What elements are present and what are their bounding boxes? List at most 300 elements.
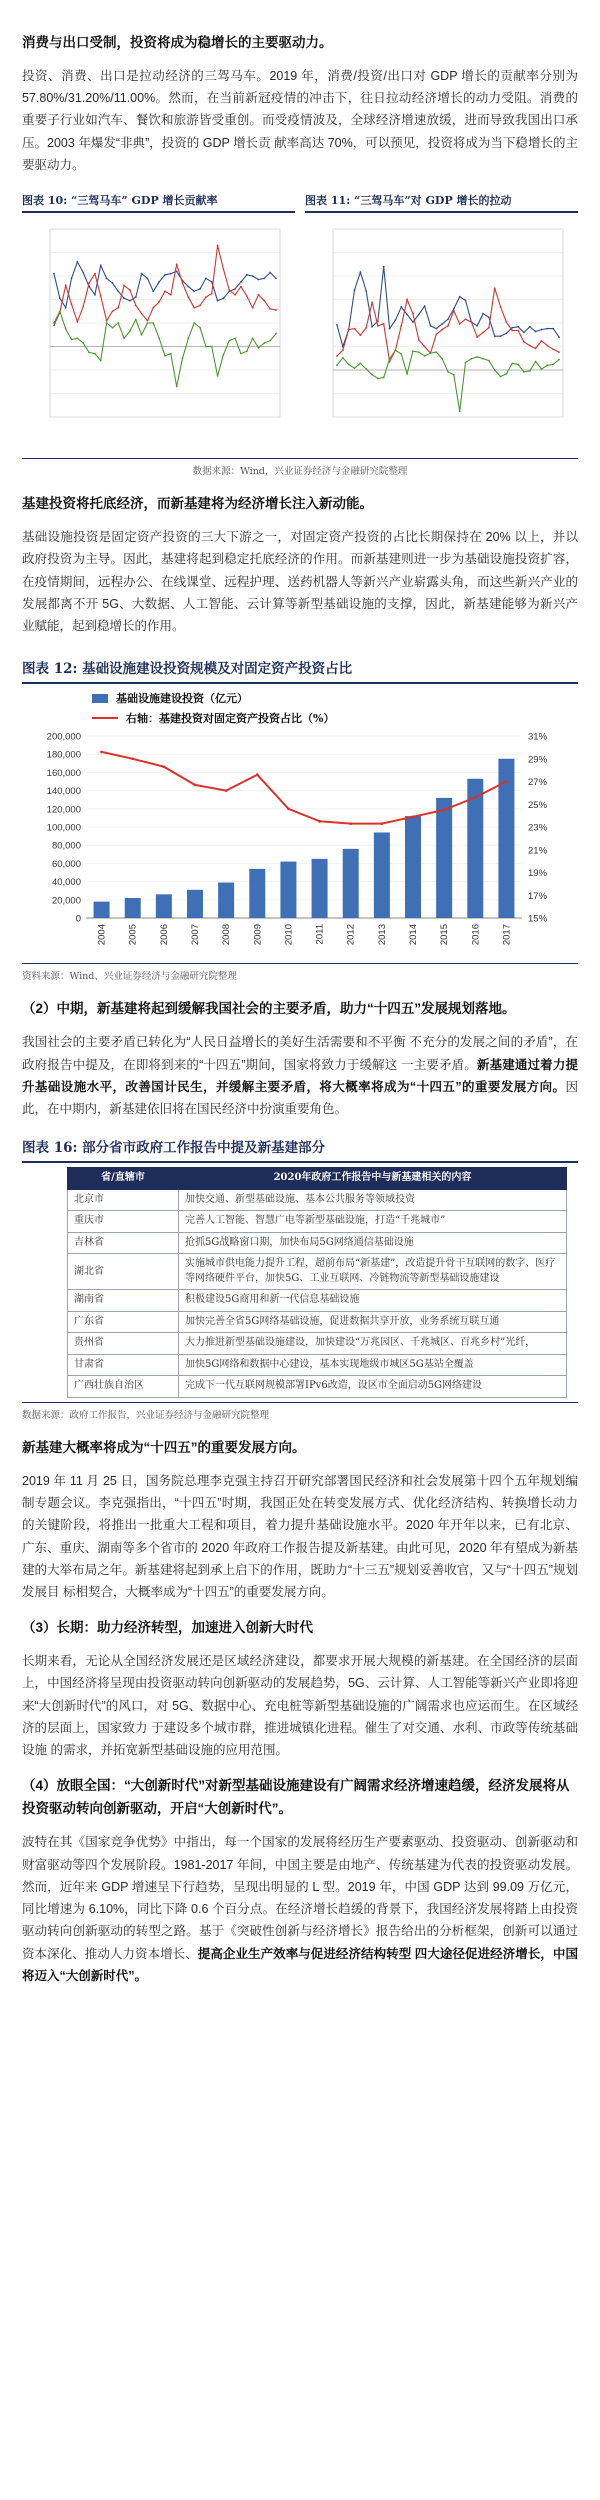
data-point: [53, 273, 55, 275]
data-point: [76, 321, 78, 323]
data-point: [135, 305, 137, 307]
data-point: [459, 411, 461, 413]
data-point: [482, 358, 484, 360]
data-point: [152, 322, 154, 324]
data-point: [205, 296, 207, 298]
data-point: [176, 264, 178, 266]
data-point: [100, 295, 102, 297]
data-point: [523, 332, 525, 334]
y-tick-label: 140,000: [46, 786, 81, 798]
data-point: [453, 308, 455, 310]
data-point: [129, 289, 131, 291]
ratio-point: [131, 758, 134, 761]
data-point: [240, 286, 242, 288]
data-point: [94, 294, 96, 296]
data-point: [511, 363, 513, 365]
x-tick-label: 2008: [221, 924, 233, 946]
data-point: [158, 281, 160, 283]
y-tick-label: 100,000: [46, 822, 81, 834]
data-point: [342, 350, 344, 352]
data-point: [158, 338, 160, 340]
x-tick-label: 2004: [96, 924, 108, 946]
data-point: [523, 341, 525, 343]
data-point: [447, 325, 449, 327]
section-heading: （4）放眼全国：“大创新时代”对新型基础设施建设有广阔需求经济增速趋缓，经济发展将从投资驱动转向创新驱动，开启“大创新时代”。: [22, 1778, 570, 1817]
province-cell: 湖南省: [68, 1290, 179, 1312]
data-point: [123, 285, 125, 287]
x-tick-label: 2011: [314, 924, 326, 945]
data-point: [223, 268, 225, 270]
data-point: [435, 328, 437, 330]
data-point: [482, 332, 484, 334]
data-point: [500, 306, 502, 308]
data-point: [535, 348, 537, 350]
legend-label: 右轴：基建投资对固定资产投资占比（%）: [126, 712, 335, 726]
data-point: [488, 317, 490, 319]
table-row: [68, 1376, 567, 1398]
figure-source: 数据来源：政府工作报告，兴业证券经济与金融研究院整理: [22, 1402, 578, 1421]
data-point: [71, 278, 73, 280]
paragraph: [22, 1031, 578, 1120]
ratio-point: [412, 816, 415, 819]
data-point: [418, 351, 420, 353]
data-point: [263, 300, 265, 302]
section-heading: （3）长期：助力经济转型，加速进入创新大时代: [22, 1620, 314, 1636]
x-tick-label: 2016: [470, 924, 482, 946]
data-point: [141, 273, 143, 275]
table-header-cell: 省/直辖市: [68, 1168, 179, 1190]
data-point: [59, 311, 61, 313]
data-point: [258, 279, 260, 281]
data-point: [205, 346, 207, 348]
data-point: [252, 338, 254, 340]
data-point: [424, 305, 426, 307]
data-point: [129, 331, 131, 333]
figure-caption: 图表 11: “三驾马车”对 GDP 增长的拉动: [305, 190, 578, 213]
line-chart-10: [22, 217, 292, 447]
content-cell: 积极建设5G商用和新一代信息基础设施: [179, 1290, 567, 1312]
legend-item-bar: [92, 690, 578, 706]
bar: [312, 859, 328, 918]
data-point: [447, 319, 449, 321]
data-point: [430, 352, 432, 354]
data-point: [506, 333, 508, 335]
y2-tick-label: 29%: [528, 754, 548, 766]
province-cell: 重庆市: [68, 1211, 179, 1233]
data-point: [371, 302, 373, 304]
data-point: [65, 285, 67, 287]
data-point: [430, 325, 432, 327]
data-point: [117, 307, 119, 309]
data-point: [506, 321, 508, 323]
y2-tick-label: 15%: [528, 913, 548, 925]
data-point: [240, 281, 242, 283]
data-point: [348, 329, 350, 331]
data-point: [441, 358, 443, 360]
data-point: [258, 347, 260, 349]
figure-row-10-11: [22, 190, 578, 452]
data-point: [217, 300, 219, 302]
data-point: [506, 373, 508, 375]
data-point: [275, 278, 277, 280]
table-row: [68, 1254, 567, 1290]
data-point: [269, 308, 271, 310]
data-point: [459, 296, 461, 298]
legend-line-swatch: [92, 717, 118, 719]
data-point: [400, 306, 402, 308]
ratio-point: [100, 751, 103, 754]
data-point: [211, 281, 213, 283]
paragraph: [22, 1831, 578, 1987]
body-text: 2019 年 11 月 25 日，国务院总理李克强主持召开研究部署国民经济和社会发展第十四个五年规划编制专题会议。李克强指出，“十四五”时期，我国正处在转变发展方式、优化经济结构、转换增长动力的关键阶段，将推出一批重大工程和项目，着力提升基础设施水平。2020 年开年以来，已有北京、广东、重庆、湖南等多个省市的 2020 年政府工作报告提及新基建。由此可见，2020 年有望成为新基建的大举布局之年。新基建将起到承上启下的作用，既助力“十三五”规划妥善收官，又与“十四五”规划发展目 标相契合，大概率成为“十四五”的重要发展方向。: [22, 1473, 578, 1599]
data-point: [558, 359, 560, 361]
bar: [125, 898, 141, 918]
data-point: [135, 296, 137, 298]
bar: [249, 869, 265, 918]
data-point: [234, 338, 236, 340]
data-point: [424, 346, 426, 348]
bar: [280, 862, 296, 918]
data-point: [546, 365, 548, 367]
table-row: [68, 1354, 567, 1376]
table-row: [68, 1211, 567, 1233]
body-text: 因此，在中期内，新基建依旧将在国民经济中扮演重要角色。: [22, 1079, 578, 1117]
bold-text: 提高企业生产效率与促进经济结构转型 四大途径促进经济增长，中国将迈入“大创新时代”。: [22, 1946, 578, 1983]
data-point: [418, 339, 420, 341]
province-cell: 甘肃省: [68, 1354, 179, 1376]
data-point: [465, 319, 467, 321]
data-point: [535, 331, 537, 333]
legend-label: 基础设施建设投资（亿元）: [116, 692, 248, 706]
data-point: [53, 325, 55, 327]
content-cell: 完善人工智能、智慧广电等新型基础设施，打造“千兆城市”: [179, 1211, 567, 1233]
data-point: [348, 364, 350, 366]
data-point: [412, 313, 414, 315]
data-point: [82, 272, 84, 274]
table-row: [68, 1290, 567, 1312]
data-point: [147, 322, 149, 324]
data-point: [371, 374, 373, 376]
data-point: [152, 291, 154, 293]
data-point: [482, 313, 484, 315]
data-point: [182, 358, 184, 360]
data-point: [383, 266, 385, 268]
data-point: [82, 306, 84, 308]
province-cell: 北京市: [68, 1189, 179, 1211]
data-point: [234, 294, 236, 296]
data-point: [488, 327, 490, 329]
data-point: [88, 282, 90, 284]
data-point: [494, 335, 496, 337]
data-point: [447, 371, 449, 373]
data-point: [164, 291, 166, 293]
x-tick-label: 2009: [252, 924, 264, 946]
data-point: [106, 320, 108, 322]
data-point: [517, 326, 519, 328]
x-tick-label: 2012: [345, 924, 357, 946]
data-point: [400, 325, 402, 327]
data-point: [558, 351, 560, 353]
ratio-point: [505, 780, 508, 783]
y2-tick-label: 23%: [528, 822, 548, 834]
bar: [343, 849, 359, 918]
data-point: [246, 274, 248, 276]
data-point: [389, 358, 391, 360]
data-point: [541, 340, 543, 342]
data-point: [240, 353, 242, 355]
data-point: [441, 323, 443, 325]
data-point: [406, 299, 408, 301]
x-tick-label: 2005: [127, 924, 139, 946]
paragraph: [22, 65, 578, 176]
data-point: [377, 378, 379, 380]
data-point: [552, 349, 554, 351]
content-cell: 抢抓5G战略窗口期，加快布局5G网络通信基础设施: [179, 1232, 567, 1254]
data-point: [476, 325, 478, 327]
data-point: [53, 322, 55, 324]
section-heading: 消费与出口受制，投资将成为稳增长的主要驱动力。: [22, 35, 333, 50]
y2-tick-label: 17%: [528, 891, 548, 903]
data-point: [112, 311, 114, 313]
data-point: [465, 362, 467, 364]
data-point: [435, 334, 437, 336]
data-point: [106, 322, 108, 324]
data-point: [217, 245, 219, 247]
x-tick-label: 2006: [158, 924, 170, 946]
data-point: [106, 278, 108, 280]
province-table: [67, 1167, 567, 1398]
data-point: [141, 313, 143, 315]
data-point: [135, 319, 137, 321]
table-row: [68, 1333, 567, 1355]
data-point: [406, 314, 408, 316]
figure-source: 数据来源：Wind，兴业证券经济与金融研究院整理: [22, 458, 578, 477]
ratio-point: [162, 766, 165, 769]
y-tick-label: 200,000: [46, 731, 81, 743]
data-point: [94, 273, 96, 275]
data-point: [365, 368, 367, 370]
data-point: [76, 338, 78, 340]
data-point: [59, 298, 61, 300]
legend-item-line: [92, 710, 578, 726]
data-point: [152, 307, 154, 309]
body-text: 波特在其《国家竞争优势》中指出，每一个国家的发展将经历生产要素驱动、投资驱动、创新驱动和财富驱动等四个发展阶段。1981-2017 年间，中国主要是由地产、传统基建为代表的投资驱动发展。然而，近年来 GDP 增速呈下行趋势，呈现出明显的 L 型。2019 年，中国 GDP 达到 99.09 万亿元，同比增速为 6.10%，同比下降 0.6 个百分点。在经济增长趋缓的背景下，我国经济发展将踏上由投资驱动转向创新驱动的转型之路。基于《突破性创新与经济增长》报告给出的分析框架，创新可以通过资本深化、推动人力资本增长、: [22, 1835, 578, 1961]
content-cell: 大力推进新型基础设施建设，加快建设“万兆园区、千兆城区、百兆乡村”光纤，: [179, 1333, 567, 1355]
data-point: [459, 323, 461, 325]
content-cell: 加快5G网络和数据中心建设，基本实现地级市城区5G基站全覆盖: [179, 1354, 567, 1376]
x-tick-label: 2015: [439, 924, 451, 946]
data-point: [546, 328, 548, 330]
data-point: [275, 309, 277, 311]
data-point: [100, 265, 102, 267]
y-tick-label: 20,000: [51, 895, 81, 907]
data-point: [441, 329, 443, 331]
data-point: [228, 289, 230, 291]
data-point: [336, 365, 338, 367]
y-tick-label: 60,000: [51, 859, 81, 871]
body-text: 长期来看，无论从全国经济发展还是区域经济建设，都要求开展大规模的新基建。在全国经济的层面上，中国经济将呈现由投资驱动转向创新驱动的发展趋势，5G、云计算、人工智能等新兴产业即将迎来“大创新时代”的风口，对 5G、数据中心、充电桩等新型基础设施的广阔需求也应运而生。在区域经济的层面上，国家致力 于建设多个城市群，推进城镇化进程。催生了对交通、水利、市政等传统基础设施 的需求，并拓宽新型基础设施的应用范围。: [22, 1654, 578, 1758]
data-point: [187, 286, 189, 288]
ratio-point: [287, 808, 290, 811]
data-point: [164, 274, 166, 276]
table-row: [68, 1232, 567, 1254]
ratio-point: [443, 809, 446, 812]
data-point: [223, 354, 225, 356]
y-tick-label: 40,000: [51, 877, 81, 889]
data-point: [76, 261, 78, 263]
x-tick-label: 2010: [283, 924, 295, 946]
data-point: [205, 278, 207, 280]
data-point: [470, 321, 472, 323]
data-point: [500, 335, 502, 337]
section-heading: 基建投资将托底经济，而新基建将为经济增长注入新动能。: [22, 496, 373, 512]
data-point: [535, 361, 537, 363]
data-point: [465, 300, 467, 302]
data-point: [65, 307, 67, 309]
y-tick-label: 180,000: [46, 750, 81, 762]
data-point: [234, 288, 236, 290]
data-point: [275, 333, 277, 335]
y-tick-label: 80,000: [51, 841, 81, 853]
data-point: [211, 293, 213, 295]
paragraph: [22, 1650, 578, 1761]
data-point: [246, 350, 248, 352]
ratio-point: [318, 820, 321, 823]
data-point: [517, 364, 519, 366]
data-point: [123, 298, 125, 300]
data-point: [170, 353, 172, 355]
paragraph: [22, 1470, 578, 1604]
y2-tick-label: 19%: [528, 868, 548, 880]
data-point: [476, 356, 478, 358]
bar: [374, 833, 390, 919]
table-row: [68, 1311, 567, 1333]
data-point: [546, 345, 548, 347]
data-point: [223, 298, 225, 300]
y-tick-label: 120,000: [46, 804, 81, 816]
table-header-cell: 2020年政府工作报告中与新基建相关的内容: [179, 1168, 567, 1190]
data-point: [395, 319, 397, 321]
section-heading: （2）中期，新基建将起到缓解我国社会的主要矛盾，助力“十四五”发展规划落地。: [22, 1001, 516, 1017]
content-cell: 加快完善全省5G网络基础设施，促进数据共享开放，业务系统互联互通: [179, 1311, 567, 1333]
data-point: [170, 294, 172, 296]
figure-10: [22, 190, 295, 452]
data-point: [94, 353, 96, 355]
data-point: [176, 271, 178, 273]
figure-caption: 图表 10: “三驾马车” GDP 增长贡献率: [22, 190, 295, 213]
data-point: [494, 369, 496, 371]
data-point: [365, 327, 367, 329]
data-point: [211, 346, 213, 348]
province-cell: 湖北省: [68, 1254, 179, 1290]
data-point: [129, 300, 131, 302]
data-point: [187, 338, 189, 340]
data-point: [354, 328, 356, 330]
table-header-row: [68, 1168, 567, 1190]
y2-tick-label: 31%: [528, 731, 548, 743]
figure-caption: 图表 16: 部分省市政府工作报告中提及新基建部分: [22, 1134, 578, 1163]
data-point: [395, 350, 397, 352]
data-point: [383, 377, 385, 379]
y2-tick-label: 25%: [528, 800, 548, 812]
data-point: [193, 291, 195, 293]
data-point: [354, 289, 356, 291]
data-point: [500, 376, 502, 378]
section-heading: 新基建大概率将成为“十四五”的重要发展方向。: [22, 1439, 306, 1455]
data-point: [488, 360, 490, 362]
data-point: [365, 290, 367, 292]
data-point: [147, 320, 149, 322]
data-point: [359, 335, 361, 337]
ratio-point: [380, 823, 383, 826]
data-point: [187, 296, 189, 298]
bold-text: 新基建通过着力提升基础设施水平，改善国计民生，并缓解主要矛盾，将大概率将成为“十四五”的重要发展方向。: [22, 1057, 578, 1094]
body-text: 基础设施投资是固定资产投资的三大下游之一，对固定资产投资的占比长期保持在 20% 以上，并以政府投资为主导。因此，基建将起到稳定托底经济的作用。而新基建则进一步为基础设施投资扩容，在疫情期间，远程办公、在线课堂、远程护理、送药机器人等新兴产业崭露头角，而这些新兴产业的发展都离不开 5G、大数据、人工智能、云计算等新型基础设施的支撑，因此，新基建能够为新兴产业赋能，起到稳增长的作用。: [22, 530, 578, 634]
data-point: [88, 352, 90, 354]
data-point: [71, 303, 73, 305]
data-point: [141, 334, 143, 336]
chart-legend: [92, 690, 578, 726]
figure-11: [305, 190, 578, 452]
data-point: [263, 342, 265, 344]
province-cell: 广西壮族自治区: [68, 1376, 179, 1398]
data-point: [406, 373, 408, 375]
data-point: [517, 330, 519, 332]
x-tick-label: 2007: [190, 924, 201, 946]
ratio-point: [349, 823, 352, 826]
province-cell: 吉林省: [68, 1232, 179, 1254]
content-cell: 加快交通、新型基础设施、基本公共服务等领域投资: [179, 1189, 567, 1211]
x-tick-label: 2013: [376, 924, 388, 946]
data-point: [377, 325, 379, 327]
body-text: 投资、消费、出口是拉动经济的三驾马车。2019 年，消费/投资/出口对 GDP 增长的贡献率分别为 57.80%/31.20%/11.00%。然而，在当前新冠疫情的冲击下，往日拉动经济增长的动力受阻。消费的重要子行业如汽车、餐饮和旅游皆受重创。而受疫情波及，全球经济增速放缓，进而导致我国出口承压。2003 年爆发“非典”，投资的 GDP 增长贡 献率高达 70%，可以预见，投资将成为当下稳增长的主要驱动力。: [22, 68, 578, 172]
data-point: [336, 324, 338, 326]
data-point: [246, 295, 248, 297]
data-point: [147, 278, 149, 280]
data-point: [529, 370, 531, 372]
data-point: [117, 291, 119, 293]
data-point: [523, 371, 525, 373]
data-point: [71, 339, 73, 341]
data-point: [117, 322, 119, 324]
data-point: [158, 301, 160, 303]
data-point: [199, 288, 201, 290]
data-point: [453, 310, 455, 312]
figure-caption: 图表 12: 基础设施建设投资规模及对固定资产投资占比: [22, 655, 578, 684]
data-point: [511, 327, 513, 329]
data-point: [412, 350, 414, 352]
ratio-point: [256, 774, 259, 777]
bar: [156, 895, 172, 919]
data-point: [182, 282, 184, 284]
data-point: [199, 305, 201, 307]
data-point: [371, 326, 373, 328]
data-point: [354, 367, 356, 369]
data-point: [112, 327, 114, 329]
bar: [94, 902, 110, 918]
data-point: [552, 328, 554, 330]
data-point: [511, 330, 513, 332]
data-point: [359, 272, 361, 274]
ratio-point: [474, 796, 477, 799]
ratio-point: [194, 784, 197, 787]
data-point: [82, 342, 84, 344]
data-point: [269, 340, 271, 342]
figure-12: [22, 655, 578, 982]
y2-tick-label: 27%: [528, 777, 548, 789]
data-point: [193, 322, 195, 324]
data-point: [412, 321, 414, 323]
